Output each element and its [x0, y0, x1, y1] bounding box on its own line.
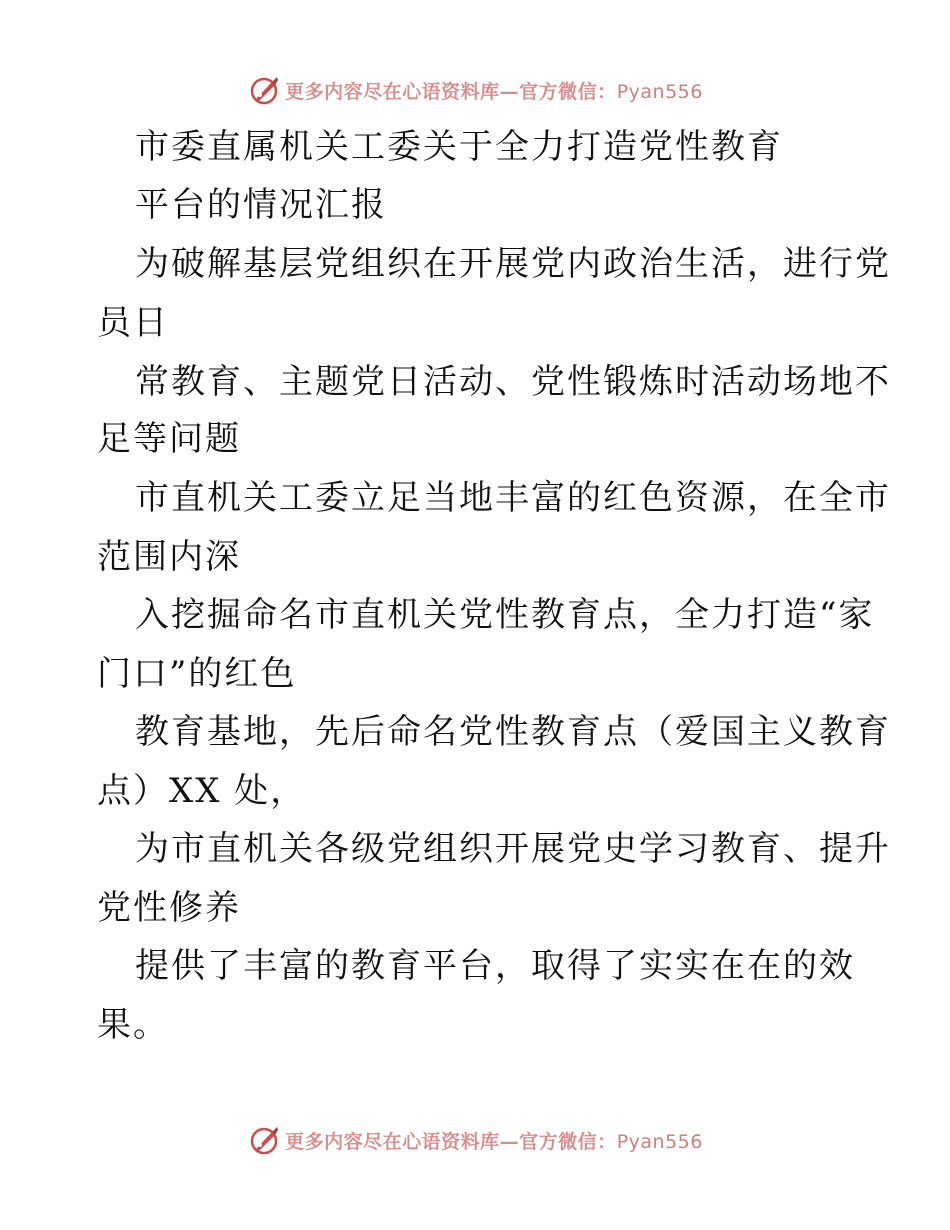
- paragraph-line: 门口”的红色: [97, 654, 297, 694]
- paragraph-line: 入挖掘命名市直机关党性教育点，全力打造“家: [135, 595, 875, 635]
- quill-pen-logo-icon: [247, 1123, 281, 1157]
- paragraph-line: 教育基地，先后命名党性教育点（爱国主义教育: [135, 712, 891, 752]
- paragraph-line: 市直机关工委立足当地丰富的红色资源，在全市: [135, 478, 891, 518]
- document-title-line-1: 市委直属机关工委关于全力打造党性教育: [135, 127, 783, 167]
- document-title-line-2: 平台的情况汇报: [135, 185, 387, 225]
- header-watermark-dash: —: [499, 80, 520, 103]
- paragraph-line: 提供了丰富的教育平台，取得了实实在在的效: [135, 946, 855, 986]
- footer-watermark-suffix: 官方微信：: [519, 1130, 617, 1153]
- footer-watermark-account: Pyan556: [616, 1130, 703, 1153]
- header-watermark-account: Pyan556: [616, 80, 703, 103]
- paragraph-line: 为破解基层党组织在开展党内政治生活，进行党: [135, 244, 891, 284]
- footer-watermark-cn: 更多内容尽在心语资料库: [285, 1130, 500, 1153]
- header-watermark-cn: 更多内容尽在心语资料库: [285, 80, 500, 103]
- paragraph-line: 常教育、主题党日活动、党性锻炼时活动场地不: [135, 362, 891, 402]
- paragraph-line: 范围内深: [97, 537, 241, 577]
- paragraph-line: 员日: [97, 303, 169, 343]
- paragraph-line: 足等问题: [97, 419, 241, 459]
- footer-watermark-text: [285, 1127, 703, 1154]
- paragraph-line: 点）XX 处，: [97, 771, 307, 811]
- header-watermark-suffix: 官方微信：: [519, 80, 617, 103]
- paragraph-line: 果。: [97, 1005, 169, 1045]
- footer-watermark: [0, 1120, 950, 1160]
- footer-watermark-dash: —: [499, 1130, 520, 1153]
- paragraph-line: 为市直机关各级党组织开展党史学习教育、提升: [135, 829, 891, 869]
- paragraph-line: 党性修养: [97, 888, 241, 928]
